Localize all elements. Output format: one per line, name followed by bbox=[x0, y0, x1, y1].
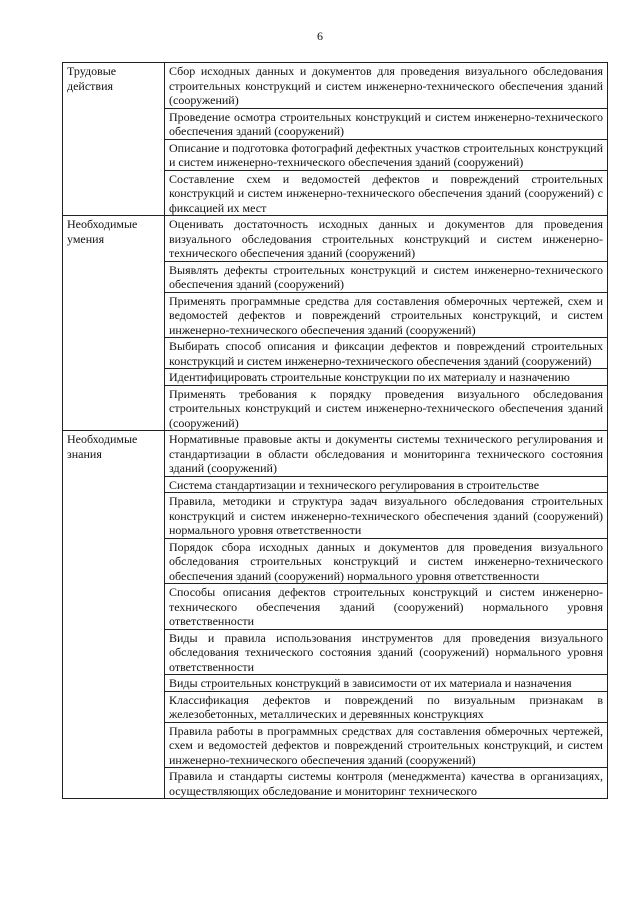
table-row bbox=[63, 431, 608, 477]
requirement-text: Описание и подготовка фотографий дефектных участков строительных конструкций и систем инженерно-технического обеспечения зданий (сооружений) bbox=[165, 139, 608, 170]
section-label: Трудовые действия bbox=[63, 63, 165, 216]
requirement-text: Выявлять дефекты строительных конструкций и систем инженерно-технического обеспечения зданий (сооружений) bbox=[165, 261, 608, 292]
table-row bbox=[63, 63, 608, 109]
requirement-text: Способы описания дефектов строительных конструкций и систем инженерно-технического обеспечения зданий (сооружений) нормального уровня ответственности bbox=[165, 584, 608, 630]
requirement-text: Выбирать способ описания и фиксации дефектов и повреждений строительных конструкций и систем инженерно-технического обеспечения зданий (сооружений) bbox=[165, 338, 608, 369]
requirement-text: Проведение осмотра строительных конструкций и систем инженерно-технического обеспечения зданий (сооружений) bbox=[165, 108, 608, 139]
requirement-text: Идентифицировать строительные конструкции по их материалу и назначению bbox=[165, 369, 608, 386]
section-label: Необходимые умения bbox=[63, 216, 165, 431]
requirement-text: Правила и стандарты системы контроля (менеджмента) качества в организациях, осуществляющих обследование и мониторинг технического bbox=[165, 768, 608, 799]
requirement-text: Сбор исходных данных и документов для проведения визуального обследования строительных конструкций и систем инженерно-технического обеспечения зданий (сооружений) bbox=[165, 63, 608, 109]
requirement-text: Правила, методики и структура задач визуального обследования строительных конструкций и систем инженерно-технического обеспечения зданий (сооружений) нормального уровня ответственности bbox=[165, 493, 608, 539]
requirement-text: Классификация дефектов и повреждений по визуальным признакам в железобетонных, металлических и деревянных конструкциях bbox=[165, 691, 608, 722]
requirement-text: Виды строительных конструкций в зависимости от их материала и назначения bbox=[165, 675, 608, 692]
requirement-text: Порядок сбора исходных данных и документов для проведения визуального обследования строительных конструкций и систем инженерно-технического обеспечения зданий (сооружений) нормального уровня ответственности bbox=[165, 538, 608, 584]
requirement-text: Составление схем и ведомостей дефектов и повреждений строительных конструкций и систем инженерно-технического обеспечения зданий (сооружений) с фиксацией их мест bbox=[165, 170, 608, 216]
requirement-text: Оценивать достаточность исходных данных и документов для проведения визуального обследования строительных конструкций и систем инженерно-технического обеспечения зданий (сооружений) bbox=[165, 216, 608, 262]
page-number: 6 bbox=[317, 29, 323, 43]
requirement-text: Правила работы в программных средствах для составления обмерочных чертежей, схем и ведомостей дефектов и повреждений строительных конструкций, и систем инженерно-технического обеспечения зданий (сооружений) bbox=[165, 722, 608, 768]
requirement-text: Нормативные правовые акты и документы системы технического регулирования и стандартизации в области обследования и мониторинга технического состояния зданий (сооружений) bbox=[165, 431, 608, 477]
requirement-text: Применять требования к порядку проведения визуального обследования строительных конструкций и систем инженерно-технического обеспечения зданий (сооружений) bbox=[165, 385, 608, 431]
section-label: Необходимые знания bbox=[63, 431, 165, 799]
table-row bbox=[63, 216, 608, 262]
requirement-text: Применять программные средства для составления обмерочных чертежей, схем и ведомостей дефектов и повреждений строительных конструкций, и систем инженерно-технического обеспечения зданий (сооружений) bbox=[165, 292, 608, 338]
qualification-table-body bbox=[63, 63, 608, 799]
qualification-table bbox=[62, 62, 608, 799]
requirement-text: Система стандартизации и технического регулирования в строительстве bbox=[165, 476, 608, 493]
requirement-text: Виды и правила использования инструментов для проведения визуального обследования технического состояния зданий (сооружений) нормального уровня ответственности bbox=[165, 629, 608, 675]
